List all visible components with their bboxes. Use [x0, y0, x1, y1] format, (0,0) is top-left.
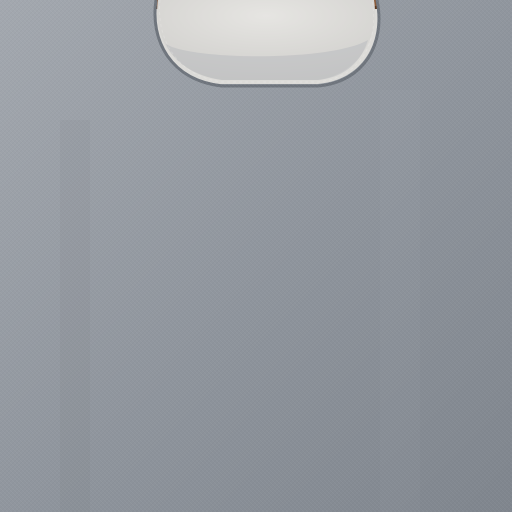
fabric-fold-highlight: [380, 90, 420, 512]
fabric-fold-shadow: [60, 120, 90, 512]
